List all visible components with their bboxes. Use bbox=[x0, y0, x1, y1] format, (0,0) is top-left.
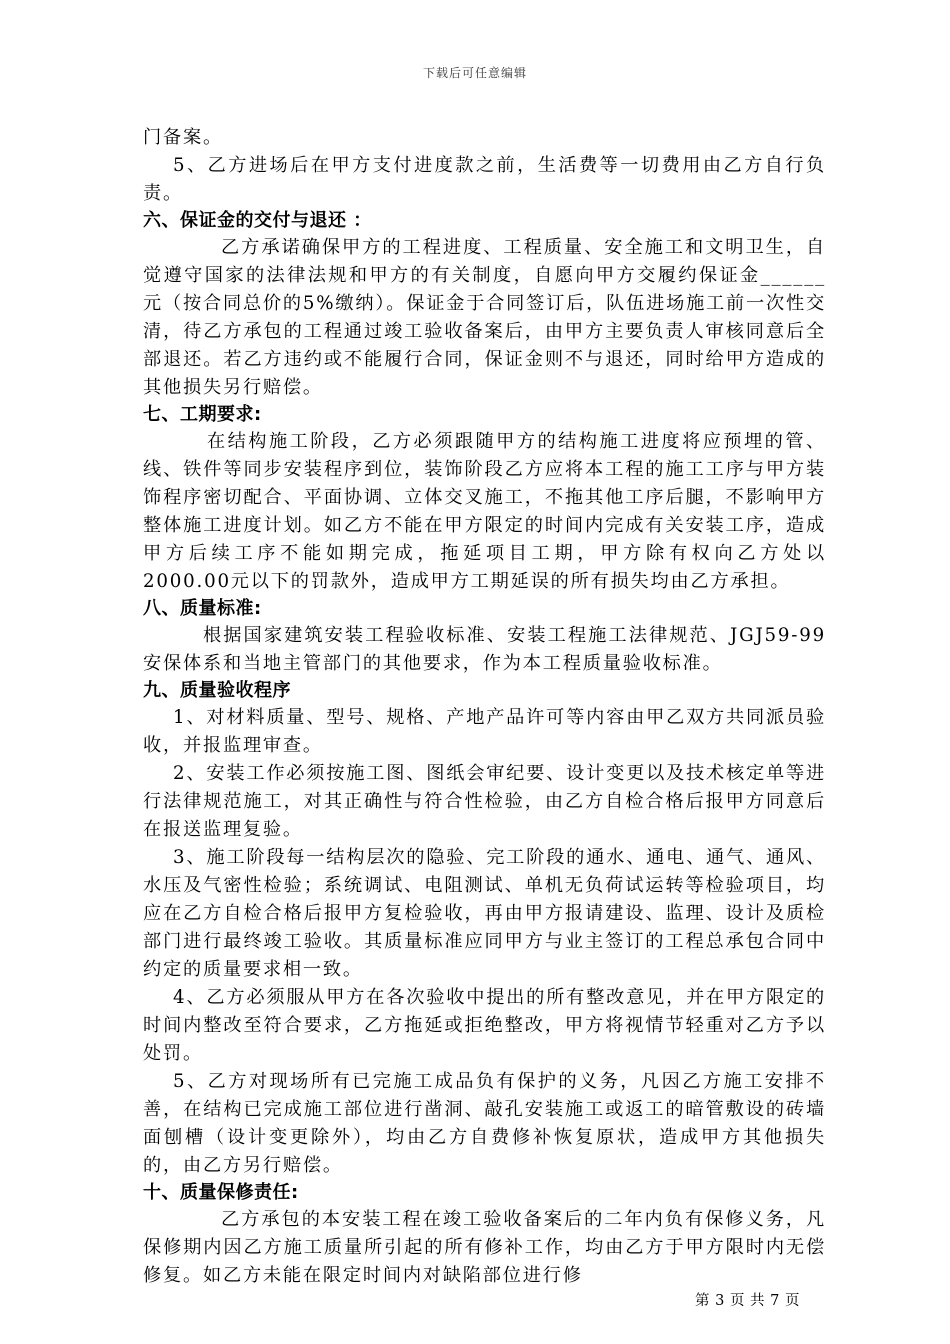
section-heading: 十、质量保修责任: bbox=[143, 1182, 299, 1203]
footer-prefix: 第 bbox=[695, 1293, 710, 1309]
paragraph: 根据国家建筑安装工程验收标准、安装工程施工法律规范、JGJ59-99安保体系和当地主管部门的其他要求，作为本工程质量验收标准。 bbox=[143, 625, 826, 674]
paragraph: 乙方承包的本安装工程在竣工验收备案后的二年内负有保修义务，凡保修期内因乙方施工质量所引起的所有修补工作，均由乙方于甲方限时内无偿修复。如乙方未能在限定时间内对缺陷部位进行修 bbox=[143, 1209, 826, 1286]
paragraph: 5、乙方进场后在甲方支付进度款之前，生活费等一切费用由乙方自行负责。 bbox=[143, 155, 826, 204]
footer-middle: 页 共 bbox=[729, 1293, 766, 1309]
section-heading: 八、质量标准: bbox=[143, 598, 262, 619]
paragraph: 2、安装工作必须按施工图、图纸会审纪要、设计变更以及技术核定单等进行法律规范施工，对其正确性与符合性检验，由乙方自检合格后报甲方同意后在报送监理复验。 bbox=[143, 763, 826, 840]
paragraph: 1、对材料质量、型号、规格、产地产品许可等内容由甲乙双方共同派员验收，并报监理审查。 bbox=[143, 707, 826, 756]
paragraph: 乙方承诺确保甲方的工程进度、工程质量、安全施工和文明卫生，自觉遵守国家的法律法规和甲方的有关制度，自愿向甲方交履约保证金______ 元（按合同总价的5%缴纳）。保证金于合同签订后，队伍进场施工前一次性交清，待乙方承包的工程通过竣工验收备案后，由甲方主要负责人审核同意后全部退还。若乙方违约或不能履行合同，保证金则不与退还，同时给甲方造成的其他损失另行赔偿。 bbox=[143, 237, 826, 398]
paragraph: 5、乙方对现场所有已完施工成品负有保护的义务，凡因乙方施工安排不善，在结构已完成施工部位进行凿洞、敲孔安装施工或返工的暗管敷设的砖墙面刨槽（设计变更除外），均由乙方自费修补恢复原状，造成甲方其他损失的，由乙方另行赔偿。 bbox=[143, 1071, 826, 1176]
footer-suffix: 页 bbox=[785, 1293, 801, 1309]
page-number: 3 bbox=[715, 1293, 725, 1309]
document-body bbox=[143, 124, 826, 1290]
page-footer bbox=[695, 1289, 800, 1310]
section-heading: 九、质量验收程序 bbox=[143, 680, 291, 701]
paragraph: 3、施工阶段每一结构层次的隐验、完工阶段的通水、通电、通气、通风、水压及气密性检验；系统调试、电阻测试、单机无负荷试运转等检验项目，均应在乙方自检合格后报甲方复检验收，再由甲方报请建设、监理、设计及质检部门进行最终竣工验收。其质量标准应同甲方与业主签订的工程总承包合同中约定的质量要求相一致。 bbox=[143, 847, 826, 980]
paragraph: 4、乙方必须服从甲方在各次验收中提出的所有整改意见，并在甲方限定的时间内整改至符合要求，乙方拖延或拒绝整改，甲方将视情节轻重对乙方予以处罚。 bbox=[143, 987, 826, 1064]
paragraph: 门备案。 bbox=[143, 127, 223, 148]
page-header: 下载后可任意编辑 bbox=[422, 66, 527, 80]
section-heading: 七、工期要求: bbox=[143, 404, 262, 425]
section-heading: 六、保证金的交付与退还 ： bbox=[143, 210, 372, 231]
total-pages: 7 bbox=[770, 1293, 780, 1309]
paragraph: 在结构施工阶段，乙方必须跟随甲方的结构施工进度将应预埋的管、线、铁件等同步安装程序到位，装饰阶段乙方应将本工程的施工工序与甲方装饰程序密切配合、平面协调、立体交叉施工，不拖其他工序后腿，不影响甲方整体施工进度计划。如乙方不能在甲方限定的时间内完成有关安装工序，造成甲方后续工序不能如期完成，拖延项目工期，甲方除有权向乙方处以2000.00元以下的罚款外，造成甲方工期延误的所有损失均由乙方承担。 bbox=[143, 431, 826, 592]
